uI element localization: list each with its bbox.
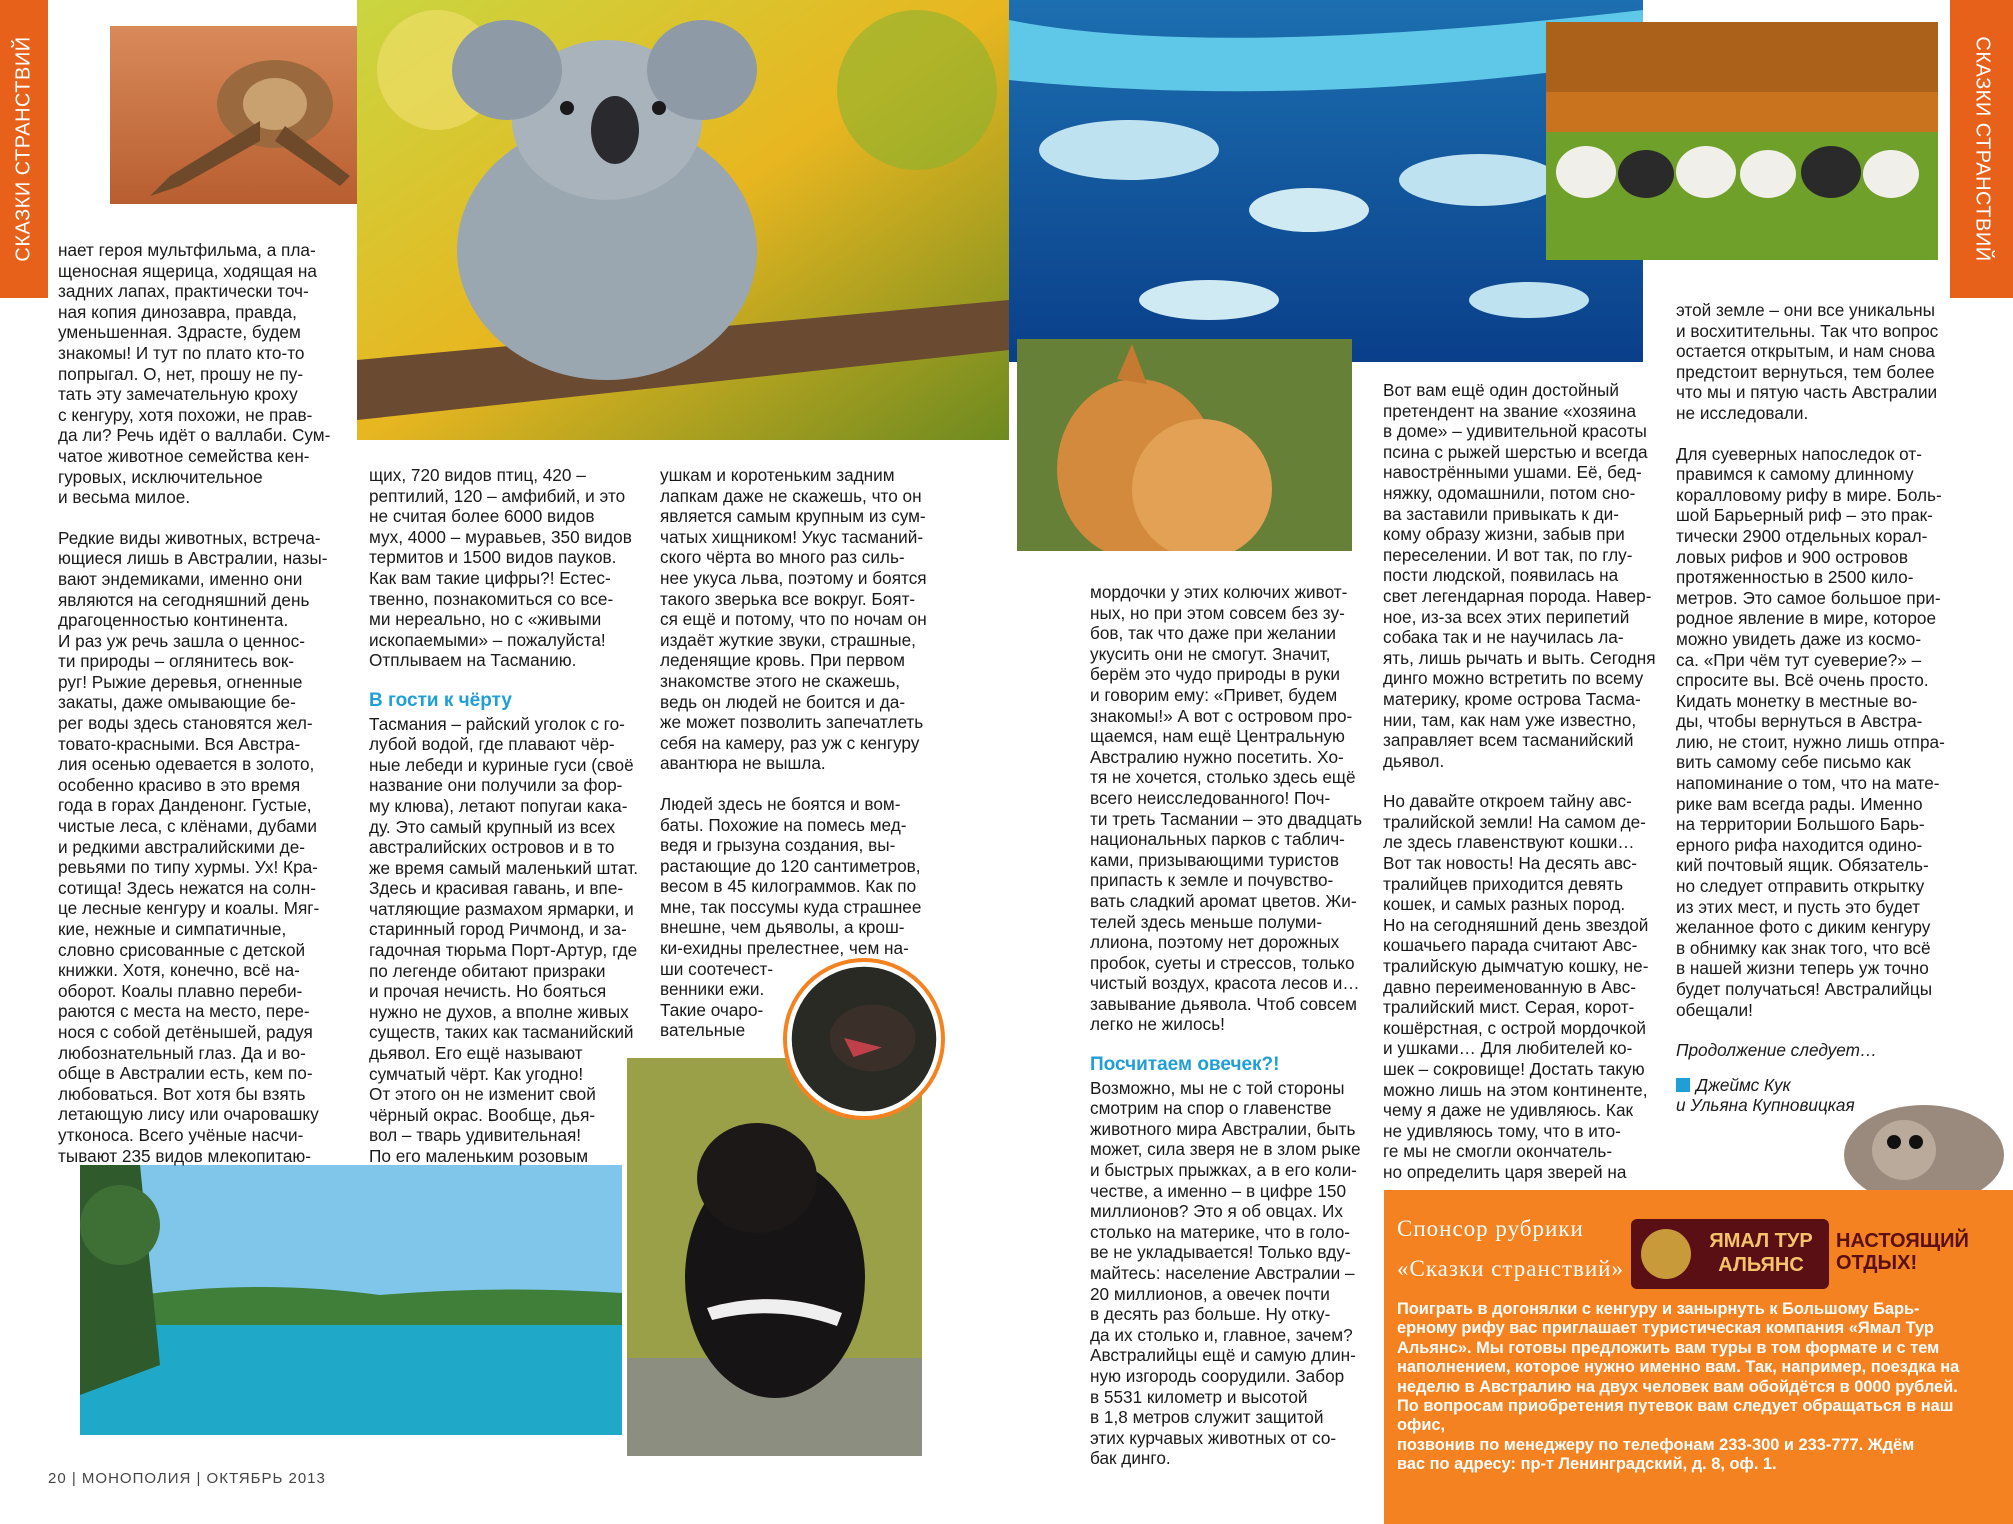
sponsor-label: Спонсор рубрики [1397,1216,1584,1241]
paragraph: Возможно, мы не с той стороны смотрим на спор о главенстве животного мира Австралии, быть может, сила зверя не в злом рыке и быстрых прыжках, а в его коли- честве, а именно – в цифре 150 миллионов? Это я об овцах. Их столько на материке, что в голо- ве не укладывается! Только вду- майтесь: население Австралии – 20 миллионов, а овечек почти в десять раз больше. Ну отку- да их столько и, главное, зачем? Австралийцы ещё и самую длин- ную изгородь соорудили. Забор в 5531 километр и высотой в 1,8 метров служит защитой этих курчавых животных от со- бак динго. [1090,1077,1361,1469]
paragraph: мордочки у этих колючих живот- ных, но при этом совсем без зу- бов, так что даже при желании укусить они не смогут. Значит, берём это чудо природы в руки и говорим ему: «Привет, будем знакомы!» А вот с островом про- щаемся, нам ещё Центральную Австралию нужно посетить. Хо- тя не хочется, столько здесь ещё всего неисследованного! Поч- ти треть Тасмании – это двадцать национальных парков с таблич- ками, призывающими туристов припасть к земле и почувство- вать сладкий аромат цветов. Жи- телей здесь меньше полуми- ллиона, поэтому нет дорожных пробок, суеты и стрессов, только чистый воздух, красота лесов и… завывание дьявола. Чтоб совсем легко не жилось! [1090,582,1363,1035]
page-footer: 20 | МОНОПОЛИЯ | ОКТЯБРЬ 2013 [48,1470,326,1487]
paragraph: этой земле – они все уникальны и восхитительны. Так что вопрос остается открытым, и нам снова предстоит вернуться, тем более что мы и пятую часть Австралии не исследовали. [1676,300,1939,423]
column-4 [1090,582,1370,1489]
byline [1676,1075,1946,1116]
paragraph: Тасмания – райский уголок с го- лубой водой, где плавают чёр- ные лебеди и куриные гуси (своё название они получили за фор- му клюва), летают попугаи кака- ду. Это самый крупный из всех австралийских островов и в то же время самый маленький штат. Здесь и красивая гавань, и впе- чатляющие размахом ярмарки, и старинный город Ричмонд, и за- гадочная тюрьма Порт-Артур, где по легенде обитают призраки и прочая нечисть. Но бояться нужно не духов, а вполне живых существ, таких как тасманийский дьявол. Его ещё называют сумчатый чёрт. Как угодно! От этого он не изменит свой чёрный окрас. Вообще, дья- вол – тварь удивительная! По его маленьким розовым [369,713,638,1166]
byline-square-icon [1676,1078,1690,1092]
author-name: и Ульяна Купновицкая [1676,1095,1855,1116]
paragraph: Но давайте откроем тайну авс- тралийской земли! На самом де- ле здесь главенствуют кошки… Вот так новость! На десять авс- тралийцев приходится девять кошек, и самых разных пород. Но на сегодняшний день звездой кошачьего парада считают Авс- тралийскую дымчатую кошку, не- давно переименованную в Авс- тралийский мист. Серая, корот- кошёрстная, с острой мордочкой и ушками… Для любителей ко- шек – сокровище! Достать такую можно лишь на этом континенте, чему я даже не удивляюсь. Как не удивляюсь тому, что в ито- ге мы не смогли окончатель- но определить царя зверей на [1383,791,1649,1182]
paragraph: Для суеверных напоследок от- правимся к самому длинному коралловому рифу в мире. Боль- шой Барьерный риф – это прак- тически 2900 отдельных корал- ловых рифов и 900 островов протяженностью в 2500 кило- метров. Это самое большое при- родное явление в мире, которое можно увидеть даже из космо- са. «При чём тут суеверие?» – спросите вы. Всё очень просто. Кидать монетку в местные во- ды, чтобы вернуться в Австра- лию, не стоит, нужно лишь отпра- вить самому себе письмо как напоминание о том, что на мате- рике вам всегда рады. Именно на территории Большого Барь- ерного рифа находится одино- кий почтовый ящик. Обязатель- но следует отправить открытку из этих мест, и пусть это будет желанное фото с диким кенгуру в обнимку как знак того, что всё в нашей жизни теперь уж точно будет получаться! Австралийцы обещали! [1676,443,1945,1020]
column-2 [369,465,639,1187]
dingo-photo [1017,339,1352,551]
continued-note: Продолжение следует… [1676,1040,1878,1061]
column-5 [1383,380,1673,1203]
koala-photo [357,0,1009,440]
section-heading: Посчитаем овечек?! [1090,1054,1280,1076]
bay-photo [80,1165,622,1435]
sponsor-rubric: «Сказки странствий» [1397,1256,1624,1281]
section-tab-right [1950,0,2013,298]
section-tab-left [0,0,48,298]
logo-name: ЯМАЛ ТУР АЛЬЯНС [1709,1230,1813,1276]
sponsor-text: Поиграть в догонялки с кенгуру и занырнуть к Большому Барь- ерному рифу вас приглашает туристическая компания «Ямал Тур Альянс». Мы готовы предложить вам туры в том формате и с тем наполнением, которое нужно именно вам. Так, например, поездка на неделю в Австралию на двух человек вам обойдётся в 0000 рублей. По вопросам приобретения путевок вам следует обращаться в наш офис, позвонив по менеджеру по телефонам 233-300 и 233-777. Ждём вас по адресу: пр-т Ленинградский, д. 8, оф. 1. [1397,1300,1960,1474]
paragraph: Редкие виды животных, встреча- ющиеся лишь в Австралии, назы- вают эндемиками, именно они являются на сегодняшний день драгоценностью континента. И раз уж речь зашла о ценнос- ти природы – оглянитесь вок- руг! Рыжие деревья, огненные закаты, даже омывающие бе- рег воды здесь становятся жел- товато-красными. Вся Австра- лия осенью одевается в золото, особенно красиво в это время года в горах Данденонг. Густые, чистые леса, с клёнами, дубами и редкими австралийскими де- ревьями по типу хурмы. Ух! Кра- сотища! Здесь нежатся на солн- це лесные кенгуру и коалы. Мяг- кие, нежные и симпатичные, словно срисованные с детской книжки. Хотя, конечно, всё на- оборот. Коалы плавно переби- раются с места на место, пере- нося с собой детёнышей, радуя любознательный глаз. Да и во- обще в Австралии есть, кем по- любоваться. Вот хотя бы взять летающую лису или очаровашку утконоса. Всего учёные насчи- тывают 235 видов млекопитаю- [58,527,328,1166]
sponsor-slogan: НАСТОЯЩИЙ ОТДЫХ! [1836,1230,1969,1274]
column-1 [58,240,348,1186]
column-3 [660,465,950,1061]
sponsor-logo [1631,1219,1829,1289]
section-tab-label: СКАЗКИ СТРАНСТВИЙ [12,36,35,262]
paragraph: Людей здесь не боятся и вом- баты. Похожие на помесь мед- ведя и грызуна создания, вы- растающие до 120 сантиметров, весом в 45 килограммов. Как по мне, так поссумы куда страшнее внешне, чем дьяволы, а крош- ки-ехидны прелестнее, чем на- ши соотечест- венники ежи. Такие очаро- вательные [660,793,922,1041]
paragraph: ушкам и коротеньким задним лапкам даже не скажешь, что он является самым крупным из сум- чатых хищником! Укус тасманий- ского чёрта во много раз силь- нее укуса льва, поэтому и боятся такого зверька все вокруг. Боят- ся ещё и потому, что по ночам он издаёт жуткие звуки, страшные, леденящие кровь. При первом знакомстве этого не скажешь, ведь он людей не боится и да- же может позволить запечатлеть себя на камеру, раз уж с кенгуру авантюра не вышла. [660,465,927,774]
sponsor-box [1384,1190,2013,1524]
sheep-photo [1546,22,1938,260]
paragraph: Вот вам ещё один достойный претендент на звание «хозяина в доме» – удивительной красоты псина с рыжей шерстью и всегда навострёнными ушами. Её, бед- няжку, одомашнили, потом сно- ва заставили привыкать к ди- кому образу жизни, забыв при переселении. И вот так, по глу- пости людской, появилась на свет легендарная порода. Навер- ное, из-за всех этих перипетий собака так и не научилась ла- ять, лишь рычать и выть. Сегодня динго можно встретить по всему материку, кроме острова Тасма- нии, там, как нам уже известно, заправляет всем тасманийский дьявол. [1383,380,1656,771]
paragraph: нает героя мультфильма, а пла- щеносная ящерица, ходящая на задних лапах, практически точ- ная копия динозавра, правда, уменьшенная. Здрасте, будем знакомы! И тут по плато кто-то попрыгал. О, нет, прошу не пу- тать эту замечательную кроху с кенгуру, хотя похожи, не прав- да ли? Речь идёт о валлаби. Сум- чатое животное семейства кен- гуровых, исключительное и весьма милое. [58,240,331,508]
author-name: Джеймс Кук [1696,1074,1791,1095]
column-6 [1676,300,1946,1116]
globe-icon [1641,1229,1691,1279]
section-heading: В гости к чёрту [369,689,512,711]
paragraph: щих, 720 видов птиц, 420 – рептилий, 120 – амфибий, и это не считая более 6000 видов мух, 4000 – муравьев, 350 видов термитов и 1500 видов пауков. Как вам такие цифры?! Естес- твенно, познакомиться со все- ми нереально, но с «живыми ископаемыми» – пожалуйста! Отплываем на Тасманию. [369,465,632,671]
section-tab-label: СКАЗКИ СТРАНСТВИЙ [1971,36,1993,262]
lizard-photo [110,26,385,204]
